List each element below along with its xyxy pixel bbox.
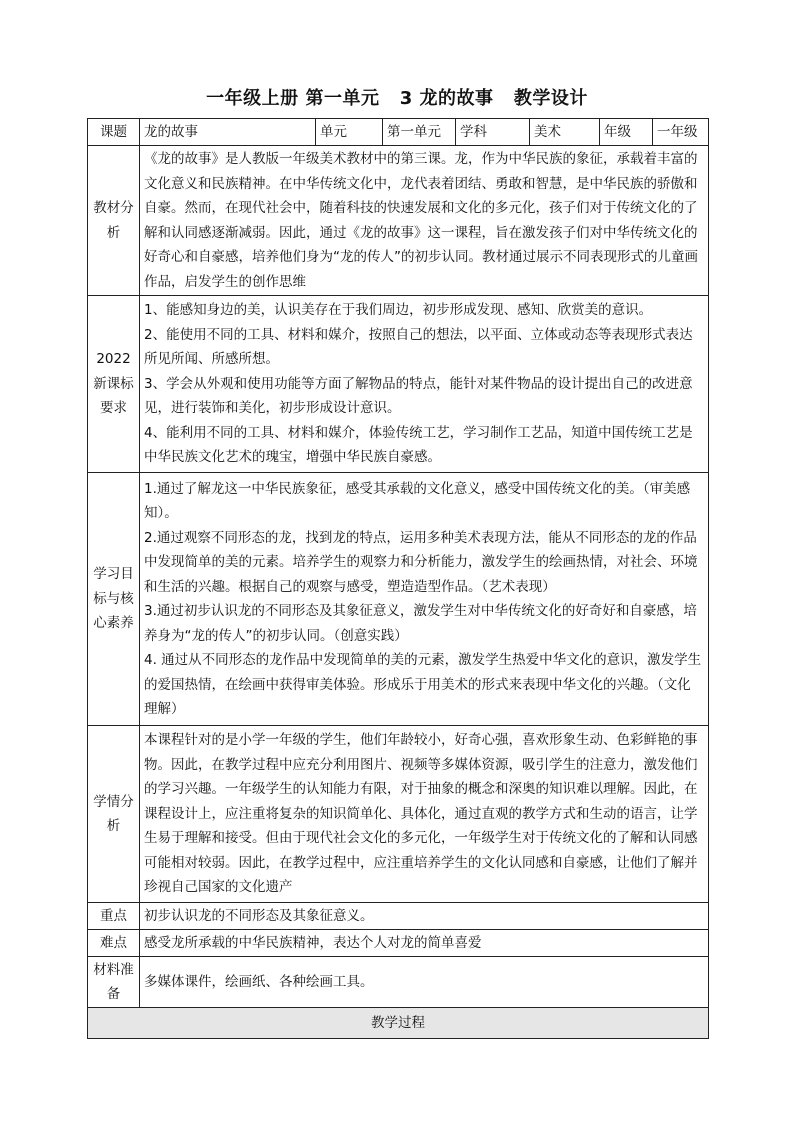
standard-item: 2、能使用不同的工具、材料和媒介，按照自己的想法，以平面、立体或动态等表现形式表达所见所闻、所感所想。 [144,326,693,368]
unit-value: 第一单元 [383,119,456,146]
process-header: 教学过程 [88,1008,709,1039]
standard-item: 1、能感知身边的美，认识美存在于我们周边，初步形成发现、感知、欣赏美的意识。 [144,302,653,319]
objective-item: 1.通过了解龙这一中华民族象征，感受其承载的文化意义，感受中国传统文化的美。（审美感知）。 [144,480,691,521]
objective-item: 4. 通过从不同形态的龙作品中发现简单的美的元素，激发学生热爱中华文化的意识，激发学生的爱国热情，在绘画中获得审美体验。形成乐于用美术的形式来表现中华文化的兴趣。（文化理解） [144,652,702,717]
learning-objectives-list [140,473,709,726]
subject-value: 美术 [530,119,600,146]
topic-value: 龙的故事 [140,119,316,146]
student-analysis-row [88,726,709,903]
learning-objectives-label: 学习目标与核心素养 [88,473,140,726]
grade-value: 一年级 [653,119,709,146]
subject-label: 学科 [456,119,530,146]
unit-label: 单元 [316,119,383,146]
learning-objectives-row [88,473,709,726]
key-point-text: 初步认识龙的不同形态及其象征意义。 [140,903,709,930]
objective-item: 3.通过初步认识龙的不同形态及其象征意义，激发学生对中华传统文化的好奇好和自豪感，培养身为“龙的传人”的初步认同。（创意实践） [144,603,697,644]
student-analysis-text [140,726,709,903]
materials-label: 材料准备 [88,957,140,1008]
curriculum-standards-label: 2022新课标要求 [88,296,140,473]
difficulty-row [88,930,709,957]
materials-text: 多媒体课件，绘画纸、各种绘画工具。 [140,957,709,1008]
meta-row [88,119,709,146]
difficulty-text: 感受龙所承载的中华民族精神，表达个人对龙的简单喜爱 [140,930,709,957]
difficulty-label: 难点 [88,930,140,957]
key-point-row [88,903,709,930]
curriculum-standards-list [140,296,709,473]
grade-label: 年级 [600,119,653,146]
document-title: 一年级上册 第一单元 3 龙的故事 教学设计 [206,88,588,109]
material-analysis-text [140,146,709,296]
process-header-row [88,1008,709,1039]
curriculum-standards-row [88,296,709,473]
student-analysis-label: 学情分析 [88,726,140,903]
standard-item: 3、学会从外观和使用功能等方面了解物品的特点，能针对某件物品的设计提出自己的改进意见，进行装饰和美化，初步形成设计意识。 [144,375,693,417]
key-point-label: 重点 [88,903,140,930]
material-analysis-label: 教材分析 [88,146,140,296]
material-analysis-row [88,146,709,296]
student-analysis-paragraph: 本课程针对的是小学一年级的学生，他们年龄较小，好奇心强，喜欢形象生动、色彩鲜艳的事物。因此，在教学过程中应充分利用图片、视频等多媒体资源，吸引学生的注意力，激发他们的学习兴趣。一年级学生的认知能力有限，对于抽象的概念和深奥的知识难以理解。因此，在课程设计上，应注重将复杂的知识简单化、具体化，通过直观的教学方式和生动的语言，让学生易于理解和接受。但由于现代社会文化的多元化，一年级学生对于传统文化的了解和认同感可能相对较弱。因此，在教学过程中，应注重培养学生的文化认同感和自豪感，让他们了解并珍视自己国家的文化遗产 [144,732,698,896]
objective-item: 2.通过观察不同形态的龙，找到龙的特点，运用多种美术表现方法，能从不同形态的龙的作品中发现简单的美的元素。培养学生的观察力和分析能力，激发学生的绘画热情，对社会、环境和生活的兴趣。根据自己的观察与感受，塑造造型作品。（艺术表现） [144,529,698,595]
standard-item: 4、能利用不同的工具、材料和媒介，体验传统工艺，学习制作工艺品，知道中国传统工艺是中华民族文化艺术的瑰宝，增强中华民族自豪感。 [144,424,693,466]
lesson-plan-table [87,118,709,1039]
material-analysis-paragraph: 《龙的故事》是人教版一年级美术教材中的第三课。龙，作为中华民族的象征，承载着丰富的文化意义和民族精神。在中华传统文化中，龙代表着团结、勇敢和智慧，是中华民族的骄傲和自豪。然而，在现代社会中，随着科技的快速发展和文化的多元化，孩子们对于传统文化的了解和认同感逐渐减弱。因此，通过《龙的故事》这一课程，旨在激发孩子们对中华传统文化的好奇心和自豪感，培养他们身为“龙的传人”的初步认同。教材通过展示不同表现形式的儿童画作品，启发学生的创作思维 [144,151,698,290]
topic-label: 课题 [88,119,140,146]
materials-row [88,957,709,1008]
